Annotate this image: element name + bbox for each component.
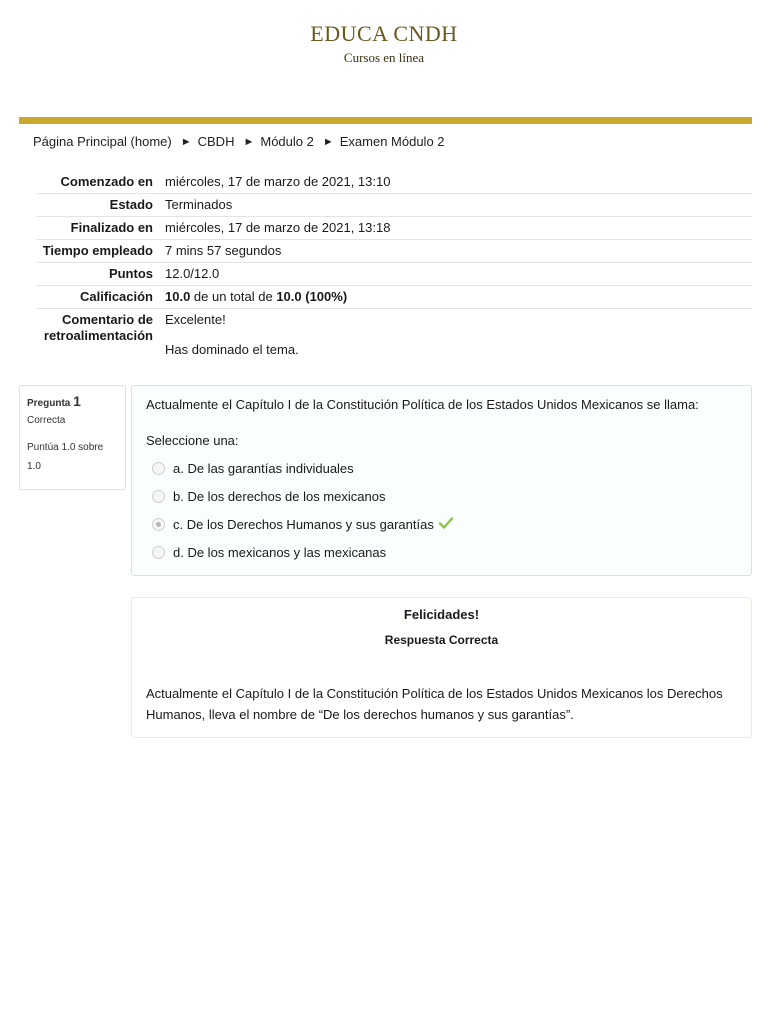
finished-value: miércoles, 17 de marzo de 2021, 13:18 [165,220,391,235]
breadcrumb-separator-icon: ► [243,135,255,148]
site-header [0,0,768,66]
feedback-line-2: Has dominado el tema. [165,342,299,357]
breadcrumb-exam-link[interactable]: Examen Módulo 2 [339,134,445,149]
radio-button[interactable] [152,462,165,475]
grade-value [165,286,752,309]
question-text: Actualmente el Capítulo I de la Constitución Política de los Estados Unidos Mexicanos se llama: [146,397,699,412]
grade-label: Calificación [80,289,153,304]
gold-divider-bar [19,117,752,124]
answer-option-d[interactable] [146,538,737,566]
grade-score: 10.0 [165,289,191,304]
breadcrumb-home-link[interactable]: Página Principal (home) [33,134,172,149]
site-subtitle: Cursos en línea [343,50,425,65]
answer-label: d. De los mexicanos y las mexicanas [173,544,387,560]
feedback-value [165,309,752,362]
summary-row-started [36,171,752,194]
summary-row-finished [36,217,752,240]
grade-total: 10.0 (100%) [276,289,348,304]
summary-row-feedback [36,309,752,362]
answer-label: b. De los derechos de los mexicanos [173,488,386,504]
breadcrumb-separator-icon: ► [322,135,334,148]
summary-row-points [36,263,752,286]
breadcrumb-module-link[interactable]: Módulo 2 [260,134,314,149]
points-label: Puntos [108,266,153,281]
feedback-title: Felicidades! [403,607,480,622]
summary-row-time [36,240,752,263]
answer-label: a. De las garantías individuales [173,460,354,476]
feedback-text: Actualmente el Capítulo I de la Constitución Política de los Estados Unidos Mexicanos los Derechos Humanos, lleva el nombre de “De los derechos humanos y sus garantías”. [146,686,723,722]
state-label: Estado [109,197,153,212]
started-label: Comenzado en [60,174,153,189]
started-value: miércoles, 17 de marzo de 2021, 13:10 [165,174,391,189]
summary-row-grade [36,286,752,309]
answer-prompt: Seleccione una: [146,433,239,448]
radio-button[interactable] [152,490,165,503]
state-value: Terminados [165,197,233,212]
answer-list [146,454,737,566]
question-grade: Puntúa 1.0 sobre 1.0 [27,442,104,472]
question-content [131,385,752,576]
question-label: Pregunta [27,398,71,409]
question-info-panel [19,385,126,490]
question-feedback-box [131,597,752,738]
site-title[interactable]: EDUCA CNDH [310,21,458,46]
answer-option-b[interactable] [146,482,737,510]
feedback-label: Comentario de retroalimentación [43,312,153,343]
feedback-line-1: Excelente! [165,312,226,327]
question-number [27,393,118,409]
answer-option-a[interactable] [146,454,737,482]
finished-label: Finalizado en [70,220,153,235]
radio-button[interactable] [152,546,165,559]
breadcrumb-separator-icon: ► [180,135,192,148]
breadcrumb-course-link[interactable]: CBDH [197,134,235,149]
question-number-value: 1 [73,393,81,409]
radio-button-selected[interactable] [152,518,165,531]
summary-row-state [36,194,752,217]
checkmark-icon [438,516,454,533]
time-label: Tiempo empleado [42,243,153,258]
time-value: 7 mins 57 segundos [165,243,282,258]
answer-label: c. De los Derechos Humanos y sus garantías [173,516,434,532]
question-state: Correcta [27,415,66,426]
answer-option-c[interactable] [146,510,737,538]
breadcrumb [33,134,445,149]
feedback-subtitle: Respuesta Correcta [384,633,499,647]
points-value: 12.0/12.0 [165,266,220,281]
grade-mid-text: de un total de [190,289,277,304]
attempt-summary-table [36,171,752,361]
